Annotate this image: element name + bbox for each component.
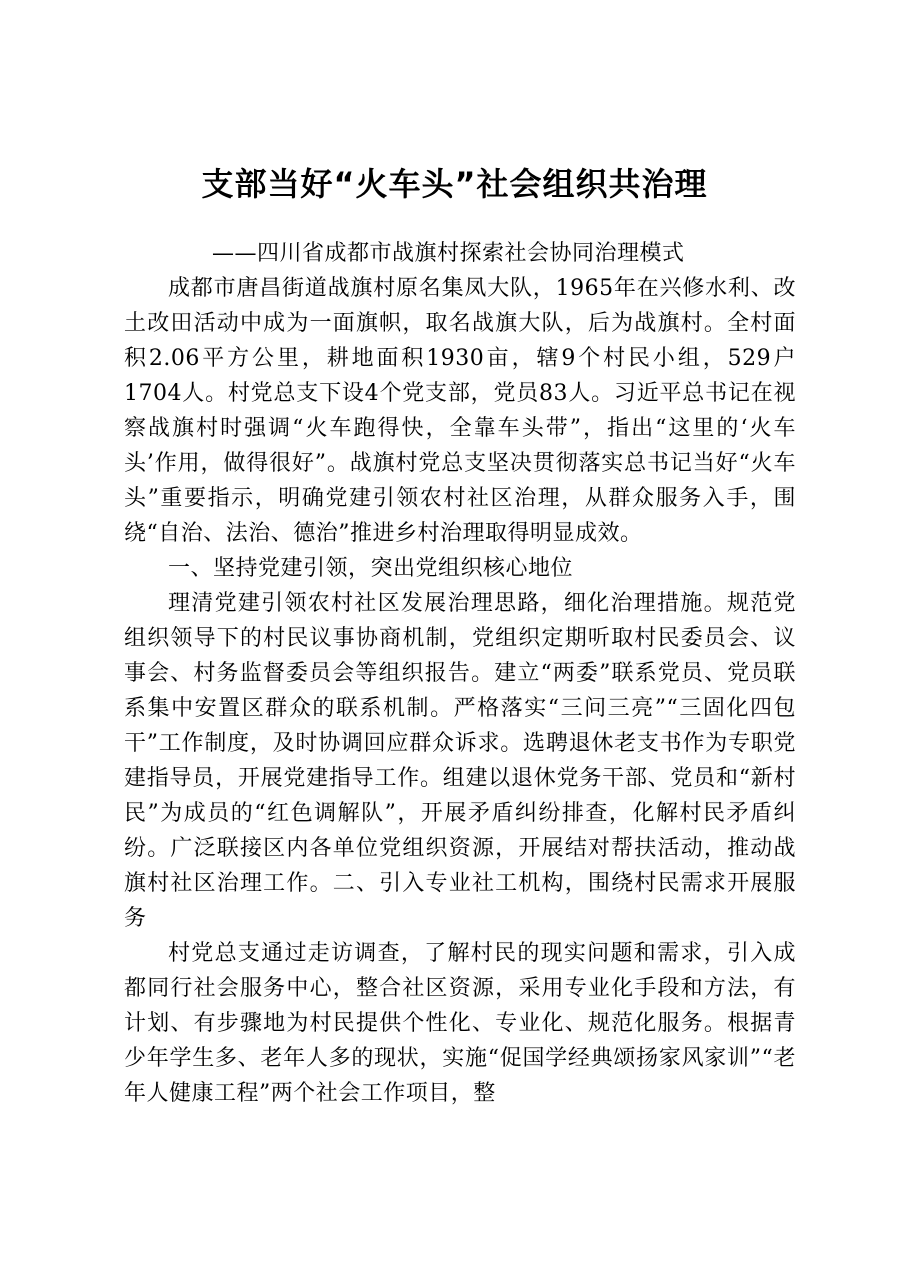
document-body (124, 236, 796, 1111)
paragraph-intro: 成都市唐昌街道战旗村原名集凤大队，1965年在兴修水利、改土改田活动中成为一面旗帜，取名战旗大队，后为战旗村。全村面积2.06平方公里，耕地面积1930亩，辖9个村民小组，529户1704人。村党总支下设4个党支部，党员83人。习近平总书记在视察战旗村时强调“火车跑得快，全靠车头带”，指出“这里的‘火车头’作用，做得很好”。战旗村党总支坚决贯彻落实总书记当好“火车头”重要指示，明确党建引领农村社区治理，从群众服务入手，围绕“自治、法治、德治”推进乡村治理取得明显成效。 (124, 276, 796, 546)
document-subtitle: ——四川省成都市战旗村探索社会协同治理模式 (212, 241, 685, 266)
paragraph-section-1: 理清党建引领农村社区发展治理思路，细化治理措施。规范党组织领导下的村民议事协商机制，党组织定期听取村民委员会、议事会、村务监督委员会等组织报告。建立“两委”联系党员、党员联系集中安置区群众的联系机制。严格落实“三问三亮”“三固化四包干”工作制度，及时协调回应群众诉求。选聘退休老支书作为专职党建指导员，开展党建指导工作。组建以退休党务干部、党员和“新村民”为成员的“红色调解队”，开展矛盾纠纷排查，化解村民矛盾纠纷。广泛联接区内各单位党组织资源，开展结对帮扶活动，推动战旗村社区治理工作。二、引入专业社工机构，围绕村民需求开展服务 (124, 591, 796, 931)
document-title: 支部当好“火车头”社会组织共治理 (201, 165, 708, 203)
paragraph-section-2: 村党总支通过走访调查，了解村民的现实问题和需求，引入成都同行社会服务中心，整合社区资源，采用专业化手段和方法，有计划、有步骤地为村民提供个性化、专业化、规范化服务。根据青少年学生多、老年人多的现状，实施“促国学经典颂扬家风家训”“老年人健康工程”两个社会工作项目，整 (124, 941, 796, 1106)
section-heading-1: 一、坚持党建引领，突出党组织核心地位 (168, 556, 574, 581)
